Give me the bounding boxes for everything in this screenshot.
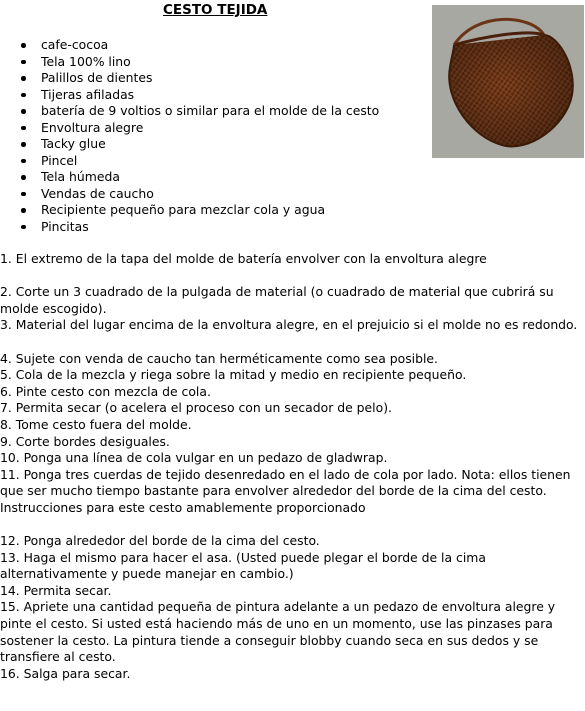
page-title: CESTO TEJIDA [163,2,268,18]
materials-list [0,37,379,235]
step-15: 15. Apriete una cantidad pequeña de pintura adelante a un pedazo de envoltura alegre y pinte el cesto. Si usted está haciendo más de uno en un momento, use las pinzases para sostener la cesto. La pintura tiende a conseguir blobby cuando seca en sus dedos y se transfiere al cesto. [0,599,556,665]
list-item: cafe-cocoa [0,37,379,54]
list-item: Tela húmeda [0,169,379,186]
list-item: batería de 9 voltios o similar para el molde de la cesto [0,103,379,120]
step-3: 3. Material del lugar encima de la envoltura alegre, en el prejuicio si el molde no es redondo. [0,317,578,333]
step-12: 12. Ponga alrededor del borde de la cima del cesto. [0,533,320,549]
list-item: Envoltura alegre [0,120,379,137]
step-16: 16. Salga para secar. [0,665,131,681]
step-6: 6. Pinte cesto con mezcla de cola. [0,383,211,399]
list-item: Vendas de caucho [0,186,379,203]
step-8: 8. Tome cesto fuera del molde. [0,416,192,432]
basket-photo [432,5,584,158]
step-14: 14. Permita secar. [0,582,112,598]
list-item: Pincitas [0,219,379,236]
step-13: 13. Haga el mismo para hacer el asa. (Usted puede plegar el borde de la cima alternativamente y puede manejar en cambio.) [0,549,486,582]
list-item: Tela 100% lino [0,54,379,71]
list-item: Recipiente pequeño para mezclar cola y agua [0,202,379,219]
list-item: Tijeras afiladas [0,87,379,104]
step-11: 11. Ponga tres cuerdas de tejido desenredado en el lado de cola por lado. Nota: ellos tienen que ser mucho tiempo bastante para envolver alrededor del borde de la cima del cesto. Instrucciones para este cesto amablemente proporcionado [0,466,571,515]
step-2: 2. Corte un 3 cuadrado de la pulgada de material (o cuadrado de material que cubrirá su molde escogido). [0,284,554,316]
step-9: 9. Corte bordes desiguales. [0,433,170,449]
list-item: Pincel [0,153,379,170]
list-item: Palillos de dientes [0,70,379,87]
step-5: 5. Cola de la mezcla y riega sobre la mitad y medio en recipiente pequeño. [0,367,467,383]
list-item: Tacky glue [0,136,379,153]
step-4: 4. Sujete con venda de caucho tan herméticamente como sea posible. [0,350,438,366]
step-1: 1. El extremo de la tapa del molde de batería envolver con la envoltura alegre [0,251,487,266]
woven-basket-image [432,5,584,158]
instructions [0,251,585,682]
step-7: 7. Permita secar (o acelera el proceso con un secador de pelo). [0,400,392,416]
step-10: 10. Ponga una línea de cola vulgar en un pedazo de gladwrap. [0,450,388,466]
